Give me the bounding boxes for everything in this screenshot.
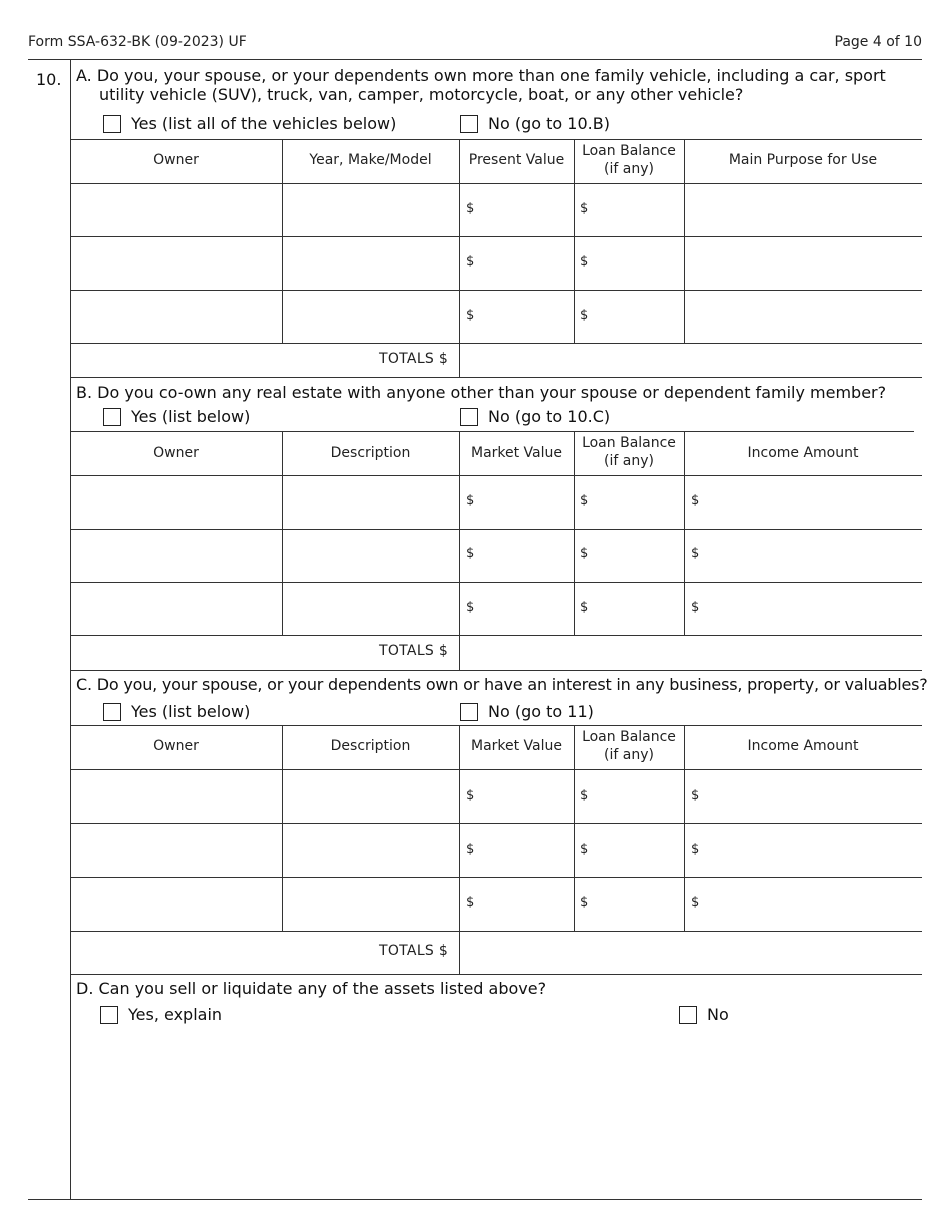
section-c-yes-checkbox[interactable] xyxy=(103,703,121,721)
col-main-purpose: Main Purpose for Use xyxy=(728,152,878,168)
dollar-sign: $ xyxy=(580,788,589,803)
section-d-yes-checkbox[interactable] xyxy=(100,1006,118,1024)
col-loan-balance-sub: (if any) xyxy=(604,453,654,469)
col-loan-balance: Loan Balance xyxy=(582,729,676,745)
dollar-sign: $ xyxy=(691,842,700,857)
col-owner: Owner xyxy=(153,445,199,461)
col-description: Description xyxy=(330,738,411,754)
dollar-sign: $ xyxy=(580,308,589,323)
dollar-sign: $ xyxy=(691,788,700,803)
question-number: 10. xyxy=(36,70,62,89)
dollar-sign: $ xyxy=(466,895,475,910)
dollar-sign: $ xyxy=(466,600,475,615)
section-b-question: B. Do you co-own any real estate with anyone other than your spouse or dependent family member? xyxy=(76,383,887,402)
col-owner: Owner xyxy=(153,738,199,754)
section-c-yes-label: Yes (list below) xyxy=(131,702,251,721)
col-loan-balance: Loan Balance xyxy=(582,435,676,451)
section-a-totals-label: TOTALS $ xyxy=(379,351,449,367)
section-d-question: D. Can you sell or liquidate any of the assets listed above? xyxy=(76,979,547,998)
section-a-yes-checkbox[interactable] xyxy=(103,115,121,133)
col-market-value: Market Value xyxy=(470,738,563,754)
col-income-amount: Income Amount xyxy=(747,738,859,754)
dollar-sign: $ xyxy=(466,201,475,216)
dollar-sign: $ xyxy=(580,201,589,216)
section-a-no-label: No (go to 10.B) xyxy=(488,114,610,133)
section-c-question: C. Do you, your spouse, or your dependents own or have an interest in any business, property, or valuables? xyxy=(76,675,928,694)
dollar-sign: $ xyxy=(466,308,475,323)
section-c-no-checkbox[interactable] xyxy=(460,703,478,721)
dollar-sign: $ xyxy=(580,254,589,269)
section-b-no-label: No (go to 10.C) xyxy=(488,407,611,426)
col-loan-balance-sub: (if any) xyxy=(604,747,654,763)
section-a-question-line1: A. Do you, your spouse, or your dependents own more than one family vehicle, including a car, sport xyxy=(76,66,886,85)
col-owner: Owner xyxy=(153,152,199,168)
col-loan-balance: Loan Balance xyxy=(582,143,676,159)
dollar-sign: $ xyxy=(466,254,475,269)
section-a-question-line2: utility vehicle (SUV), truck, van, camper, motorcycle, boat, or any other vehicle? xyxy=(99,85,744,104)
section-d-no-label: No xyxy=(707,1005,729,1024)
section-d-yes-label: Yes, explain xyxy=(128,1005,223,1024)
dollar-sign: $ xyxy=(691,895,700,910)
dollar-sign: $ xyxy=(691,546,700,561)
col-loan-balance-sub: (if any) xyxy=(604,161,654,177)
left-rule xyxy=(70,59,71,1199)
dollar-sign: $ xyxy=(580,493,589,508)
col-income-amount: Income Amount xyxy=(747,445,859,461)
col-description: Description xyxy=(330,445,411,461)
col-market-value: Market Value xyxy=(470,445,563,461)
section-b-totals-label: TOTALS $ xyxy=(379,643,449,659)
top-rule xyxy=(28,59,922,60)
section-b-no-checkbox[interactable] xyxy=(460,408,478,426)
dollar-sign: $ xyxy=(580,600,589,615)
dollar-sign: $ xyxy=(580,546,589,561)
col-year-make-model: Year, Make/Model xyxy=(309,152,432,168)
form-id: Form SSA-632-BK (09-2023) UF xyxy=(28,34,247,50)
dollar-sign: $ xyxy=(466,493,475,508)
col-present-value: Present Value xyxy=(468,152,565,168)
dollar-sign: $ xyxy=(466,788,475,803)
section-b-yes-checkbox[interactable] xyxy=(103,408,121,426)
dollar-sign: $ xyxy=(466,546,475,561)
section-c-no-label: No (go to 11) xyxy=(488,702,594,721)
dollar-sign: $ xyxy=(580,842,589,857)
dollar-sign: $ xyxy=(691,493,700,508)
dollar-sign: $ xyxy=(691,600,700,615)
section-b-yes-label: Yes (list below) xyxy=(131,407,251,426)
section-a-no-checkbox[interactable] xyxy=(460,115,478,133)
page-number: Page 4 of 10 xyxy=(834,34,922,50)
section-d-no-checkbox[interactable] xyxy=(679,1006,697,1024)
dollar-sign: $ xyxy=(466,842,475,857)
section-a-yes-label: Yes (list all of the vehicles below) xyxy=(131,114,397,133)
section-c-totals-label: TOTALS $ xyxy=(379,943,449,959)
dollar-sign: $ xyxy=(580,895,589,910)
bottom-rule xyxy=(28,1199,922,1200)
